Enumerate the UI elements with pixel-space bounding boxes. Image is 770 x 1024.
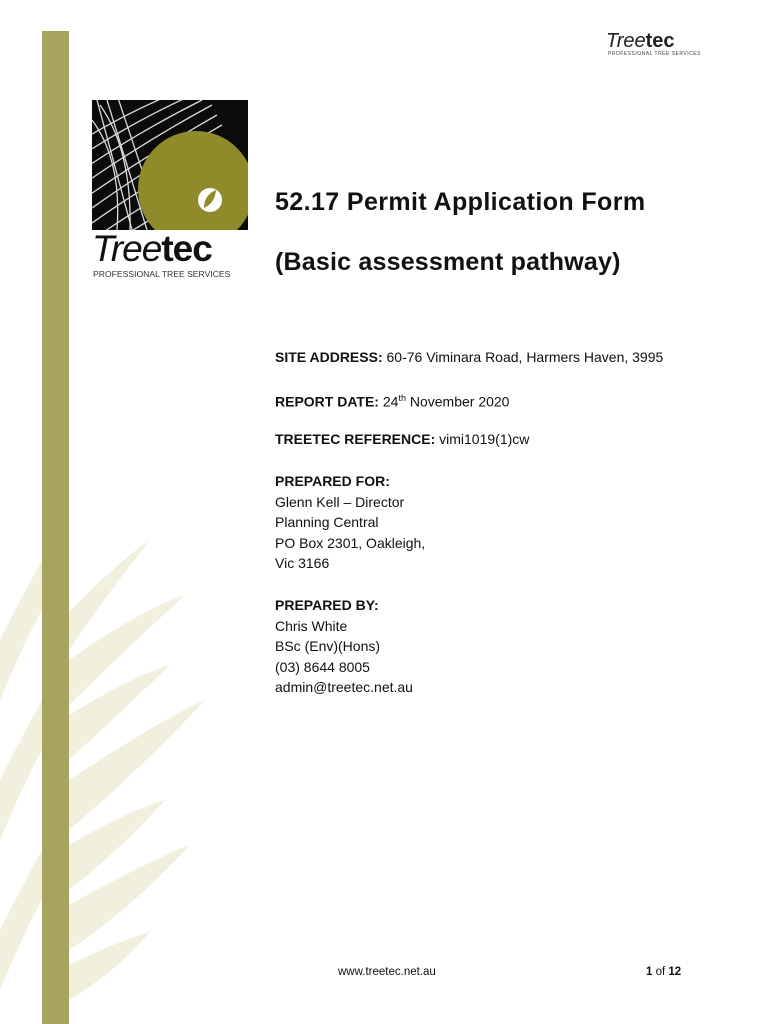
report-date-suffix: th bbox=[398, 393, 406, 403]
header-logo bbox=[606, 30, 702, 60]
page-of: of bbox=[655, 966, 666, 978]
report-date-rest: November 2020 bbox=[409, 393, 510, 410]
prepared-for bbox=[275, 471, 425, 574]
logo-graphic bbox=[92, 100, 248, 230]
page-current: 1 bbox=[646, 966, 653, 978]
prepared-for-line: Glenn Kell – Director bbox=[275, 493, 405, 510]
left-olive-bar bbox=[42, 31, 69, 1024]
prepared-by-label: PREPARED BY: bbox=[275, 597, 379, 613]
prepared-by bbox=[275, 595, 413, 698]
main-logo-tagline: PROFESSIONAL TREE SERVICES bbox=[93, 269, 231, 279]
report-date-day: 24 bbox=[382, 393, 399, 410]
header-logo-tagline: PROFESSIONAL TREE SERVICES bbox=[608, 51, 701, 57]
prepared-for-line: Planning Central bbox=[275, 514, 379, 531]
prepared-by-email[interactable]: admin@treetec.net.au bbox=[275, 679, 413, 696]
site-address-label: SITE ADDRESS: bbox=[275, 349, 383, 365]
header-logo-wordmark: Treetec bbox=[606, 30, 675, 52]
prepared-for-line: Vic 3166 bbox=[275, 555, 330, 572]
document-title: 52.17 Permit Application Form bbox=[275, 188, 646, 216]
reference-label: TREETEC REFERENCE: bbox=[275, 431, 436, 447]
prepared-for-line: PO Box 2301, Oakleigh, bbox=[275, 534, 426, 551]
page-total: 12 bbox=[668, 966, 682, 978]
prepared-by-line: (03) 8644 8005 bbox=[275, 658, 370, 675]
site-address bbox=[275, 349, 663, 365]
treetec-reference bbox=[275, 431, 529, 447]
prepared-by-line: BSc (Env)(Hons) bbox=[275, 638, 381, 655]
prepared-by-line: Chris White bbox=[275, 617, 348, 634]
prepared-for-label: PREPARED FOR: bbox=[275, 473, 390, 489]
footer-page-number bbox=[646, 966, 681, 978]
footer-website-link[interactable]: www.treetec.net.au bbox=[338, 966, 436, 978]
report-date bbox=[275, 390, 509, 410]
main-logo-wordmark: Treetec bbox=[92, 228, 212, 269]
site-address-value: 60-76 Viminara Road, Harmers Haven, 3995 bbox=[386, 349, 664, 365]
report-date-label: REPORT DATE: bbox=[275, 393, 379, 410]
document-subtitle: (Basic assessment pathway) bbox=[275, 248, 621, 276]
main-logo bbox=[92, 100, 248, 280]
reference-value: vimi1019(1)cw bbox=[439, 431, 530, 447]
